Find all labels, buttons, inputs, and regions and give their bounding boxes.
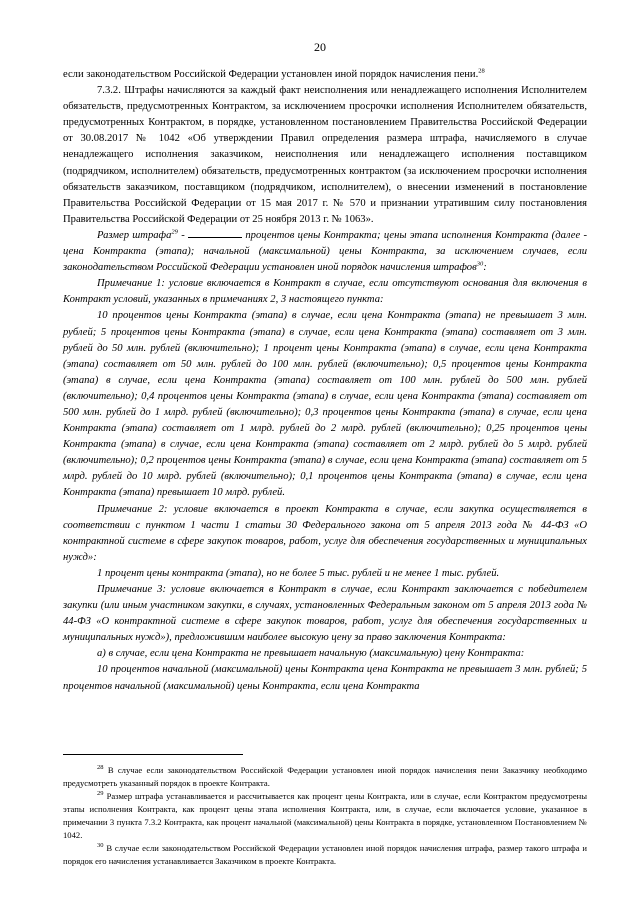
footnote-number: 29	[97, 790, 104, 798]
footnotes	[63, 764, 587, 868]
note-1: Примечание 1: условие включается в Контракт в случае, если отсутствуют основания для включения в Контракт условий, указанных в примечаниях 2, 3 настоящего пункта:	[63, 278, 587, 306]
fill-in-blank	[188, 228, 242, 238]
footnote-separator	[63, 754, 243, 755]
footnote-ref-29[interactable]: 29	[171, 228, 178, 236]
paragraph-7-3-2: 7.3.2. Штрафы начисляются за каждый факт неисполнения или ненадлежащего исполнения Исполнителем обязательств, предусмотренных Контрактом, за исключением просрочки исполнения Исполнителем обязательств, предусмотренных Контрактом, в порядке, установленном постановлением Правительства Российской Федерации от 30.08.2017 № 1042 «Об утверждении Правил определения размера штрафа, начисляемого в случае ненадлежащего исполнения заказчиком, неисполнения или ненадлежащего исполнения поставщиком (подрядчиком, исполнителем) обязательств, предусмотренных контрактом (за исключением просрочки исполнения обязательств заказчиком, поставщиком (подрядчиком, исполнителем), о внесении изменений в постановление Правительства Российской Федерации от 15 мая 2017 г. № 570 и признании утратившим силу постановления Правительства Российской Федерации от 25 ноября 2013 г. № 1063».	[63, 85, 587, 225]
fine-size-text: процентов цены Контракта; цены этапа исполнения Контракта (далее - цена Контракта (этапа); начальной (максимальной) цены Контракта, за исключением случаев, если законодательством Российской Федерации установлен иной порядок начисления штрафов	[63, 229, 587, 274]
note-1-rates: 10 процентов цены Контракта (этапа) в случае, если цена Контракта (этапа) не превышает 3 млн. рублей; 5 процентов цены Контракта (этапа) в случае, если цена Контракта (этапа) составляет от 3 млн. рублей до 50 млн. рублей (включительно); 1 процент цены Контракта (этапа) в случае, если цена Контракта (этапа) составляет от 50 млн. рублей до 100 млн. рублей (включительно); 0,5 процентов цены Контракта (этапа) в случае, если цена Контракта (этапа) составляет от 100 млн. рублей до 500 млн. рублей (включительно); 0,4 процентов цены Контракта (этапа) в случае, если цена Контракта (этапа) составляет от 500 млн. рублей до 1 млрд. рублей (включительно); 0,3 процентов цены Контракта (этапа) в случае, если цена Контракта (этапа) составляет от 1 млрд. рублей до 2 млрд. рублей (включительно); 0,25 процентов цены Контракта (этапа) в случае, если цена Контракта (этапа) составляет от 2 млрд. рублей до 5 млрд. рублей (включительно); 0,2 процентов цены Контракта (этапа) в случае, если цена Контракта (этапа) составляет от 5 млрд. рублей до 10 млрд. рублей (включительно); 0,1 процентов цены Контракта (этапа) в случае, если цена Контракта (этапа) превышает 10 млрд. рублей.	[63, 310, 587, 499]
footnote-text: В случае если законодательством Российской Федерации установлен иной порядок начисления пени Заказчику необходимо предусмотреть указанный порядок в проекте Контракта.	[63, 765, 587, 788]
footnote-text: В случае если законодательством Российской Федерации установлен иной порядок начисления штрафа, размер такого штрафа и порядок его начисления устанавливается Заказчиком в проекте Контракта.	[63, 843, 587, 866]
footnote-number: 30	[97, 842, 104, 850]
footnote-29	[63, 790, 587, 842]
footnote-ref-28[interactable]: 28	[478, 67, 485, 75]
colon: :	[483, 262, 487, 274]
fine-size-label: Размер штрафа	[97, 229, 172, 241]
note-2: Примечание 2: условие включается в проект Контракта в случае, если закупка осуществляется в соответствии с пунктом 1 части 1 статьи 30 Федерального закона от 5 апреля 2013 года № 44-ФЗ «О контрактной системе в сфере закупок товаров, работ, услуг для обеспечения государственных и муниципальных нужд»:	[63, 503, 587, 563]
footnote-text: Размер штрафа устанавливается и рассчитывается как процент цены Контракта, или в случае, если Контрактом предусмотрены этапы исполнения Контракта, как процент цены этапа исполнения Контракта, или, в случае, если включается условие, указанное в примечании 3 пункта 7.3.2 Контракта, как процент начальной (максимальной) цены Контракта в порядке, установленном Постановлением № 1042.	[63, 791, 588, 840]
note-3-rates: 10 процентов начальной (максимальной) цены Контракта цена Контракта не превышает 3 млн. рублей; 5 процентов начальной (максимальной) цены Контракта, если цена Контракта	[63, 664, 587, 692]
footnote-ref-30[interactable]: 30	[476, 260, 484, 268]
paragraph-fine-size	[63, 228, 587, 276]
document-body	[63, 67, 587, 695]
paragraph-pen-continuation	[63, 67, 587, 83]
footnote-30	[63, 842, 587, 868]
footnote-28	[63, 764, 587, 790]
note-3: Примечание 3: условие включается в Контракт в случае, если Контракт заключается с победителем закупки (или иным участником закупки, в случаях, установленных Федеральным законом от 5 апреля 2013 года № 44-ФЗ «О контрактной системе в сфере закупок товаров, работ, услуг для обеспечения государственных и муниципальных нужд»), предложившим наиболее высокую цену за право заключения Контракта:	[63, 584, 587, 644]
note-2-rate: 1 процент цены контракта (этапа), но не более 5 тыс. рублей и не менее 1 тыс. рублей.	[97, 567, 500, 579]
dash: -	[177, 229, 189, 241]
footnote-number: 28	[97, 764, 104, 772]
paragraph-text: если законодательством Российской Федерации установлен иной порядок начисления пени.	[63, 69, 479, 80]
page-number: 20	[314, 40, 326, 54]
note-3-item-a: а) в случае, если цена Контракта не превышает начальную (максимальную) цену Контракта:	[97, 648, 525, 660]
